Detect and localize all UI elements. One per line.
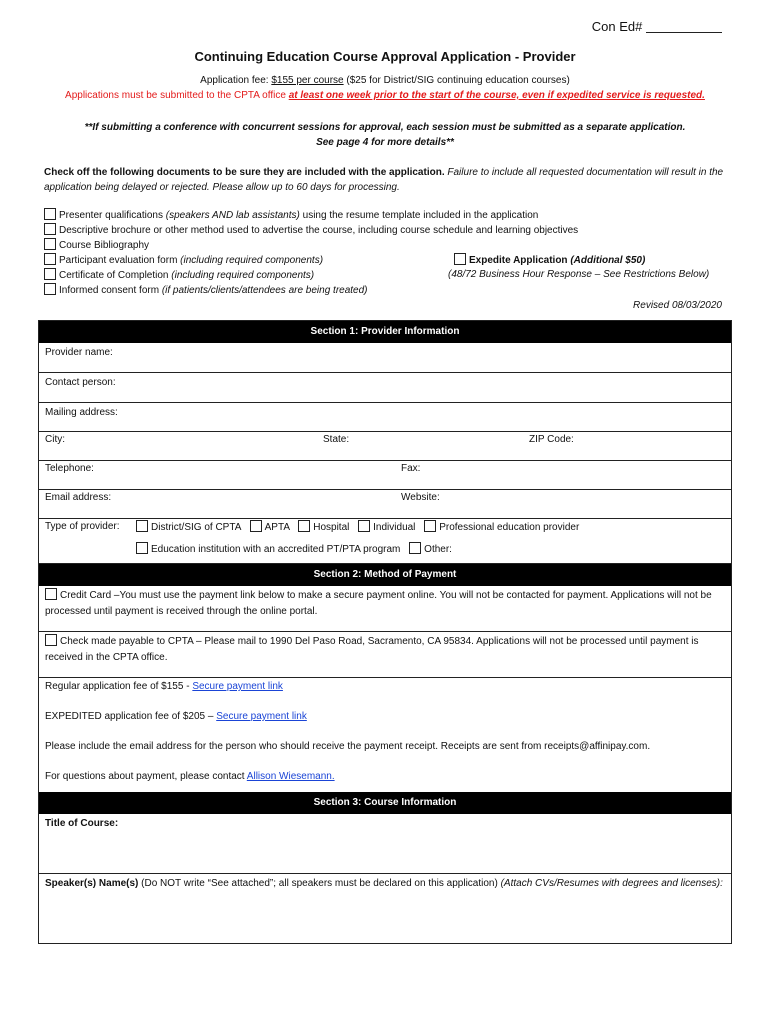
doc-text: Certificate of Completion (59, 270, 172, 281)
doc-item-presenter (44, 208, 578, 223)
type-label: Professional education provider (439, 522, 580, 533)
type-checkbox-individual[interactable] (358, 520, 370, 532)
telephone-label[interactable]: Telephone: (45, 463, 94, 474)
fee-amount: $155 per course (271, 75, 344, 86)
phone-fax-row (39, 461, 731, 490)
provider-type-row (39, 519, 731, 564)
deadline-emphasis: at least one week prior to the start of the course, even if expedited service is requested. (288, 90, 705, 101)
regular-payment-link[interactable]: Secure payment link (192, 681, 283, 692)
email-website-row (39, 490, 731, 519)
receipt-note: Please include the email address for the person who should receive the payment receipt. Receipts are sent from receipts@affinipay.com. (45, 741, 651, 752)
doc-item-bibliography (44, 238, 578, 253)
deadline-prefix: Applications must be submitted to the CPTA office (65, 90, 289, 101)
expedited-payment-link[interactable]: Secure payment link (216, 711, 307, 722)
expedite-label-italic: (Additional $50) (570, 255, 646, 266)
check-checkbox[interactable] (45, 634, 57, 646)
con-ed-label: Con Ed# (591, 19, 643, 34)
type-label: APTA (264, 522, 290, 533)
speakers-label-normal: (Do NOT write “See attached”; all speakers must be declared on this application) (138, 878, 501, 889)
state-label[interactable]: State: (323, 434, 350, 445)
contact-person-field[interactable] (39, 373, 731, 403)
deadline-notice (0, 90, 770, 101)
type-checkbox-professional[interactable] (424, 520, 436, 532)
type-label: Education institution with an accredited PT/PTA program (151, 544, 401, 555)
section2-header: Section 2: Method of Payment (39, 564, 731, 586)
doc-text: Course Bibliography (59, 240, 150, 251)
payment-links (39, 678, 731, 792)
doc-text: Informed consent form (59, 285, 162, 296)
check-text (45, 634, 725, 666)
fee-line (0, 75, 770, 86)
checklist-intro (44, 165, 734, 195)
provider-type-label: Type of provider: (45, 521, 120, 532)
doc-text: Presenter qualifications (59, 210, 166, 221)
type-checkbox-hospital[interactable] (298, 520, 310, 532)
doc-checkbox-certificate[interactable] (44, 268, 56, 280)
expedite-checkbox[interactable] (454, 253, 466, 265)
city-state-zip-row (39, 432, 731, 461)
provider-name-field[interactable] (39, 343, 731, 373)
credit-card-option (39, 586, 731, 632)
type-label: Hospital (313, 522, 350, 533)
city-label[interactable]: City: (45, 434, 65, 445)
doc-checkbox-evaluation[interactable] (44, 253, 56, 265)
credit-card-description: Credit Card –You must use the payment link below to make a secure payment online. You will not be contacted for payment. Applications will not be processed until payment is received through the online portal. (45, 590, 712, 617)
application-form (38, 320, 732, 944)
speakers-label-italic: (Attach CVs/Resumes with degrees and licenses): (500, 878, 723, 889)
questions-text: For questions about payment, please contact (45, 771, 247, 782)
doc-italic: (including required components) (180, 255, 324, 266)
doc-rest: using the resume template included in the application (299, 210, 539, 221)
doc-checkbox-consent[interactable] (44, 283, 56, 295)
expedite-label: Expedite Application (469, 255, 571, 266)
expedited-fee-line (45, 709, 725, 725)
check-option (39, 632, 731, 678)
regular-fee-line (45, 679, 725, 695)
doc-italic: (if patients/clients/attendees are being treated) (161, 285, 368, 296)
con-ed-number-field[interactable] (592, 19, 722, 34)
type-checkbox-education-institution[interactable] (136, 542, 148, 554)
type-label: District/SIG of CPTA (151, 522, 241, 533)
doc-item-consent (44, 283, 578, 298)
email-label[interactable]: Email address: (45, 492, 112, 503)
checklist-intro-bold: Check off the following documents to be sure they are included with the application. (44, 167, 445, 178)
page-title: Continuing Education Course Approval Application - Provider (194, 49, 576, 64)
doc-italic: (including required components) (171, 270, 315, 281)
conference-note-line1: **If submitting a conference with concurrent sessions for approval, each session must be submitted as a separate application. (84, 122, 686, 133)
regular-fee-text: Regular application fee of $155 - (45, 681, 193, 692)
contact-link[interactable]: Allison Wiesemann. (246, 771, 335, 782)
doc-checkbox-bibliography[interactable] (44, 238, 56, 250)
course-title-field[interactable] (39, 814, 731, 874)
doc-checkbox-brochure[interactable] (44, 223, 56, 235)
questions-line (45, 769, 725, 785)
revised-date: Revised 08/03/2020 (633, 300, 722, 311)
speakers-label-bold: Speaker(s) Name(s) (45, 878, 139, 889)
type-checkbox-district-sig[interactable] (136, 520, 148, 532)
section3-header: Section 3: Course Information (39, 792, 731, 814)
conference-note-line2: See page 4 for more details** (316, 137, 454, 148)
section1-header: Section 1: Provider Information (39, 321, 731, 343)
expedite-note: (48/72 Business Hour Response – See Restrictions Below) (448, 269, 710, 280)
type-checkbox-other[interactable] (409, 542, 421, 554)
checklist-intro-italic: Failure to include all requested documentation will result in the application being delayed or rejected. Please allow up to 60 days for processing. (44, 167, 724, 193)
fax-label[interactable]: Fax: (401, 463, 421, 474)
doc-checkbox-presenter[interactable] (44, 208, 56, 220)
provider-type-options-row1 (136, 520, 579, 533)
doc-item-brochure (44, 223, 578, 238)
credit-card-text (45, 588, 725, 620)
check-description: Check made payable to CPTA – Please mail to 1990 Del Paso Road, Sacramento, CA 95834. Applications will not be processed until payment is received in the CPTA office. (45, 636, 699, 663)
speakers-field[interactable] (39, 874, 731, 943)
zip-label[interactable]: ZIP Code: (529, 434, 574, 445)
credit-card-checkbox[interactable] (45, 588, 57, 600)
provider-name-label: Provider name: (45, 347, 113, 358)
expedite-option (454, 253, 645, 266)
expedited-fee-text: EXPEDITED application fee of $205 – (45, 711, 217, 722)
doc-text: Descriptive brochure or other method used to advertise the course, including course schedule and learning objectives (59, 225, 579, 236)
speakers-label (45, 876, 725, 892)
con-ed-input-line[interactable] (646, 19, 722, 33)
provider-type-options-row2 (136, 542, 452, 555)
course-title-label: Title of Course: (45, 818, 119, 829)
mailing-address-label: Mailing address: (45, 407, 118, 418)
type-label: Other: (424, 544, 452, 555)
type-label: Individual (373, 522, 416, 533)
type-checkbox-apta[interactable] (250, 520, 262, 532)
fee-suffix: ($25 for District/SIG continuing education courses) (343, 75, 570, 86)
website-label[interactable]: Website: (401, 492, 440, 503)
contact-person-label: Contact person: (45, 377, 116, 388)
doc-text: Participant evaluation form (59, 255, 181, 266)
fee-prefix: Application fee: (200, 75, 272, 86)
doc-italic: (speakers AND lab assistants) (165, 210, 300, 221)
mailing-address-field[interactable] (39, 403, 731, 432)
conference-note (0, 120, 770, 150)
